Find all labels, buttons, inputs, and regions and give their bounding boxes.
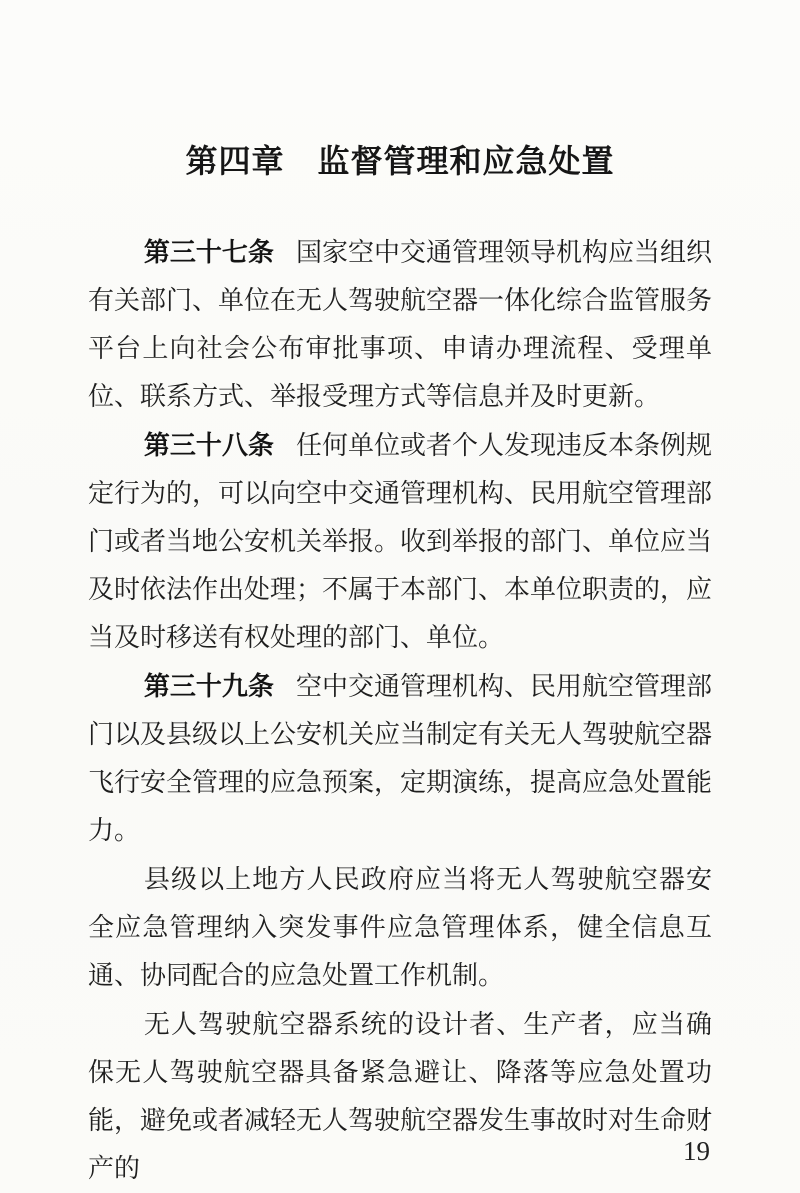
article-39-cont-1-text: 县级以上地方人民政府应当将无人驾驶航空器安全应急管理纳入突发事件应急管理体系，健全信息互通、协同配合的应急处置工作机制。	[88, 865, 712, 990]
body-text	[88, 228, 712, 1193]
article-37-text: 国家空中交通管理领导机构应当组织有关部门、单位在无人驾驶航空器一体化综合监管服务平台上向社会公布审批事项、申请办理流程、受理单位、联系方式、举报受理方式等信息并及时更新。	[88, 238, 713, 411]
paragraph-article-39	[88, 662, 712, 855]
article-38-number: 第三十八条	[143, 430, 274, 460]
paragraph-article-37	[88, 228, 712, 421]
paragraph-article-39-cont-1	[88, 855, 712, 1000]
article-38-text: 任何单位或者个人发现违反本条例规定行为的，可以向空中交通管理机构、民用航空管理部门或者当地公安机关举报。收到举报的部门、单位应当及时依法作出处理；不属于本部门、本单位职责的，应当及时移送有权处理的部门、单位。	[88, 431, 713, 652]
chapter-title: 第四章 监督管理和应急处置	[185, 143, 615, 179]
article-39-number: 第三十九条	[143, 671, 274, 701]
paragraph-article-39-cont-2	[88, 1000, 712, 1193]
article-39-text: 空中交通管理机构、民用航空管理部门以及县级以上公安机关应当制定有关无人驾驶航空器飞行安全管理的应急预案，定期演练，提高应急处置能力。	[88, 672, 713, 845]
article-39-cont-2-text: 无人驾驶航空器系统的设计者、生产者，应当确保无人驾驶航空器具备紧急避让、降落等应急处置功能，避免或者减轻无人驾驶航空器发生事故时对生命财产的	[88, 1010, 713, 1183]
page-number: 19	[683, 1136, 710, 1166]
article-37-number: 第三十七条	[143, 237, 274, 267]
paragraph-article-38	[88, 421, 712, 662]
